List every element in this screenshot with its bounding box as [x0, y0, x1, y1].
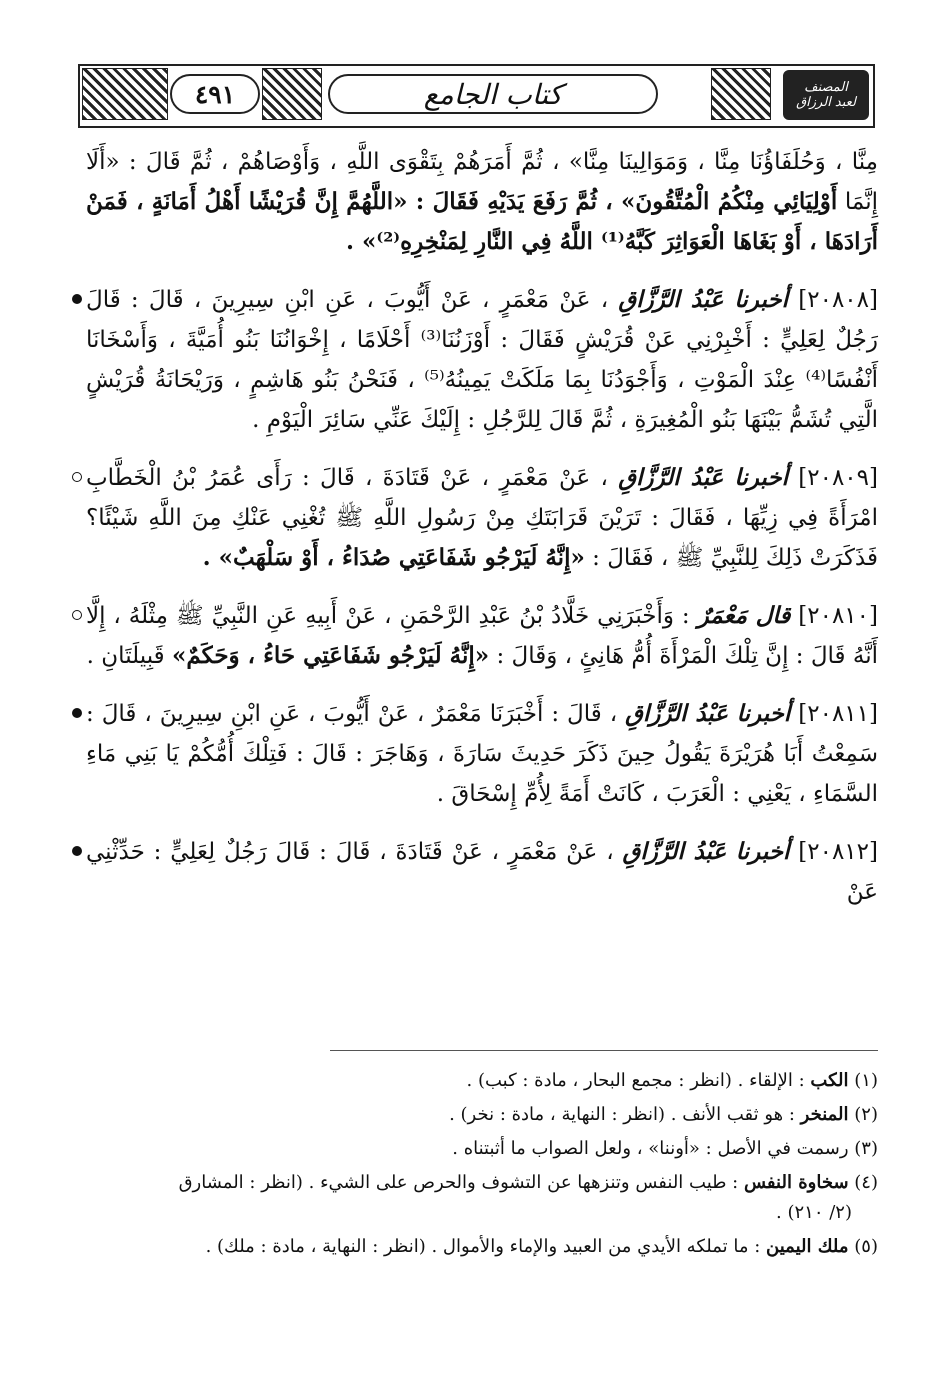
logo-line-1: المصنف — [804, 80, 848, 95]
hadith-20811 — [86, 694, 878, 814]
footnote-number: (٥) — [854, 1236, 878, 1257]
intro-paragraph — [86, 142, 878, 262]
book-title — [328, 74, 658, 114]
footnote-term: المنخر — [800, 1104, 849, 1125]
filled-bullet-icon — [72, 294, 82, 304]
hollow-bullet-icon — [72, 610, 82, 620]
page-number — [170, 74, 260, 114]
footnote-text: : هو ثقب الأنف . (انظر : النهاية ، مادة : نخر) . — [449, 1104, 795, 1125]
prophetic-quote: «إِنَّهُ لَيَرْجُو شَفَاعَتِي حَاءُ ، وَحَكَمٌ» — [171, 642, 490, 669]
footnote-1 — [160, 1066, 878, 1096]
series-logo — [783, 70, 869, 120]
footnote-text: : الإلقاء . (انظر : مجمع البحار ، مادة : كبب) . — [466, 1070, 805, 1091]
footnote-text: رسمت في الأصل : «أوننا» ، ولعل الصواب ما أثبتناه . — [452, 1138, 849, 1159]
narration-label: أخبرنا عَبْدُ الرَّزَّاقِ — [625, 700, 791, 727]
intro-line-3: بَغَاهَا الْعَوَاثِرَ كَبَّهُ⁽¹⁾ اللَّهُ فِي النَّارِ لِمَنْخِرِهِ⁽²⁾» . — [345, 228, 777, 255]
footnote-term: سخاوة النفس — [743, 1172, 849, 1193]
hadith-number: [٢٠٨١٢] — [798, 839, 878, 865]
ornament-left — [82, 68, 168, 120]
hadith-text-tail: قَبِيلَتَانِ . — [86, 643, 165, 669]
logo-line-2: لعبد الرزاق — [796, 95, 856, 110]
footnote-number: (٣) — [854, 1138, 878, 1159]
ornament-middle-right — [711, 68, 771, 120]
footnote-number: (٤) — [854, 1172, 878, 1193]
hadith-20809 — [86, 458, 878, 578]
prophetic-quote: «إِنَّهُ لَيَرْجُو شَفَاعَتِي صُدَاءُ ، أَوْ سَلْهَبٌ» . — [202, 544, 585, 571]
hadith-20810 — [86, 596, 878, 676]
filled-bullet-icon — [72, 708, 82, 718]
intro-line-2: أَوْلِيَائِي مِنْكُمُ الْمُتَّقُونَ» ، ثُمَّ رَفَعَ يَدَيْهِ فَقَالَ : «اللَّهُمَّ إِنَّ قُرَيْشًا أَهْلُ أَمَانَةٍ ، فَمَنْ أَرَادَهَا ، أَوْ — [86, 188, 878, 255]
hadith-20808 — [86, 280, 878, 440]
footnote-5 — [160, 1232, 878, 1262]
footnote-3 — [160, 1134, 878, 1164]
hadith-text: ، عَنْ مَعْمَرٍ ، عَنْ قَتَادَةَ ، قَالَ : قَالَ رَجُلٌ لِعَلِيٍّ : حَدِّثْنِي عَنْ — [86, 839, 878, 905]
narration-label: أخبرنا عَبْدُ الرَّزَّاقِ — [618, 286, 789, 313]
footnotes — [160, 1064, 878, 1266]
footnote-2 — [160, 1100, 878, 1130]
footnote-4 — [160, 1168, 878, 1228]
hadith-text: ، عَنْ مَعْمَرٍ ، عَنْ قَتَادَةَ ، قَالَ : رَأَى عُمَرُ بْنُ الْخَطَّابِ امْرَأَةً فِي زِيِّهَا ، فَقَالَ : تَرَيْنَ قَرَابَتَكِ مِنْ رَسُولِ اللَّهِ ﷺ تُغْنِي عَنْكِ مِنَ اللَّهِ شَيْئًا؟ فَذَكَرَتْ ذَلِكَ لِلنَّبِيِّ ﷺ ، فَقَالَ : — [86, 465, 878, 571]
hadith-text: : وَأَخْبَرَنِي خَلَّادُ بْنُ عَبْدِ الرَّحْمَنِ ، عَنْ أَبِيهِ عَنِ النَّبِيِّ ﷺ مِثْلَهُ ، إِلَّا أَنَّهُ قَالَ : إِنَّ تِلْكَ الْمَرْأَةَ أُمُّ هَانِئٍ ، وَقَالَ : — [86, 603, 878, 669]
footnote-text: : طيب النفس وتنزهها عن التشوف والحرص على الشيء . (انظر : المشارق — [178, 1172, 739, 1193]
narration-label: أخبرنا عَبْدُ الرَّزَّاقِ — [622, 838, 790, 865]
hollow-bullet-icon — [72, 472, 82, 482]
footnote-continuation: (٢/ ٢١٠) . — [776, 1202, 852, 1223]
hadith-20812 — [86, 832, 878, 912]
hadith-number: [٢٠٨٠٨] — [798, 287, 878, 313]
page-number-text: ٤٩١ — [194, 79, 236, 109]
footnote-number: (٢) — [854, 1104, 878, 1125]
narration-label: أخبرنا عَبْدُ الرَّزَّاقِ — [618, 464, 788, 491]
footnote-text: : ما تملكه الأيدي من العبيد والإماء والأموال . (انظر : النهاية ، مادة : ملك) . — [205, 1236, 761, 1257]
filled-bullet-icon — [72, 846, 82, 856]
intro-line-1: مِنَّا ، وَحُلَفَاؤُنَا مِنَّا ، وَمَوَالِينَا مِنَّا» ، ثُمَّ أَمَرَهُمْ بِتَقْوَى اللَّهِ ، وَأَوْصَاهُمْ ، ثُمَّ قَالَ : «أَلَا إِنَّمَا — [86, 149, 879, 215]
narration-label: قال مَعْمَرٌ — [697, 602, 791, 629]
page-header — [78, 64, 875, 128]
footnote-number: (١) — [854, 1070, 878, 1091]
footnote-divider — [330, 1050, 878, 1051]
main-text — [86, 142, 878, 912]
hadith-number: [٢٠٨١٠] — [798, 603, 879, 629]
footnote-term: ملك اليمين — [766, 1236, 849, 1257]
hadith-number: [٢٠٨٠٩] — [798, 465, 879, 491]
hadith-text: ، عَنْ مَعْمَرٍ ، عَنْ أَيُّوبَ ، عَنِ ابْنِ سِيرِينَ ، قَالَ : قَالَ رَجُلٌ لِعَلِيٍّ : أَخْبِرْنِي عَنْ قُرَيْشٍ فَقَالَ : أَوْزَنُنَا⁽³⁾ أَحْلَامًا ، إِخْوَانُنَا بَنُو أُمَيَّةَ ، وَأَسْخَانَا أَنْفُسًا⁽⁴⁾ عِنْدَ الْمَوْتِ ، وَأَجْوَدُنَا بِمَا مَلَكَتْ يَمِينُهُ⁽⁵⁾ ، فَنَحْنُ بَنُو هَاشِمٍ ، وَرَيْحَانَةُ قُرَيْشٍ الَّتِي تُشَمُّ بَيْنَهَا بَنُو الْمُغِيرَةِ ، ثُمَّ قَالَ لِلرَّجُلِ : إِلَيْكَ عَنِّي سَائِرَ الْيَوْمِ . — [86, 287, 879, 433]
ornament-middle-left — [262, 68, 322, 120]
book-title-text: كتاب الجامع — [423, 77, 563, 111]
hadith-number: [٢٠٨١١] — [798, 701, 879, 727]
footnote-term: الكب — [810, 1070, 849, 1091]
hadith-text: ، قَالَ : أَخْبَرَنَا مَعْمَرٌ ، عَنْ أَيُّوبَ ، عَنِ ابْنِ سِيرِينَ ، قَالَ : سَمِعْتُ أَبَا هُرَيْرَةَ يَقُولُ حِينَ ذَكَرَ حَدِيثَ سَارَةَ ، وَهَاجَرَ : قَالَ : فَتِلْكَ أُمُّكُمْ يَا بَنِي مَاءِ السَّمَاءِ ، يَعْنِي : الْعَرَبَ ، كَانَتْ أَمَةً لِأُمِّ إِسْحَاقَ . — [86, 701, 878, 807]
